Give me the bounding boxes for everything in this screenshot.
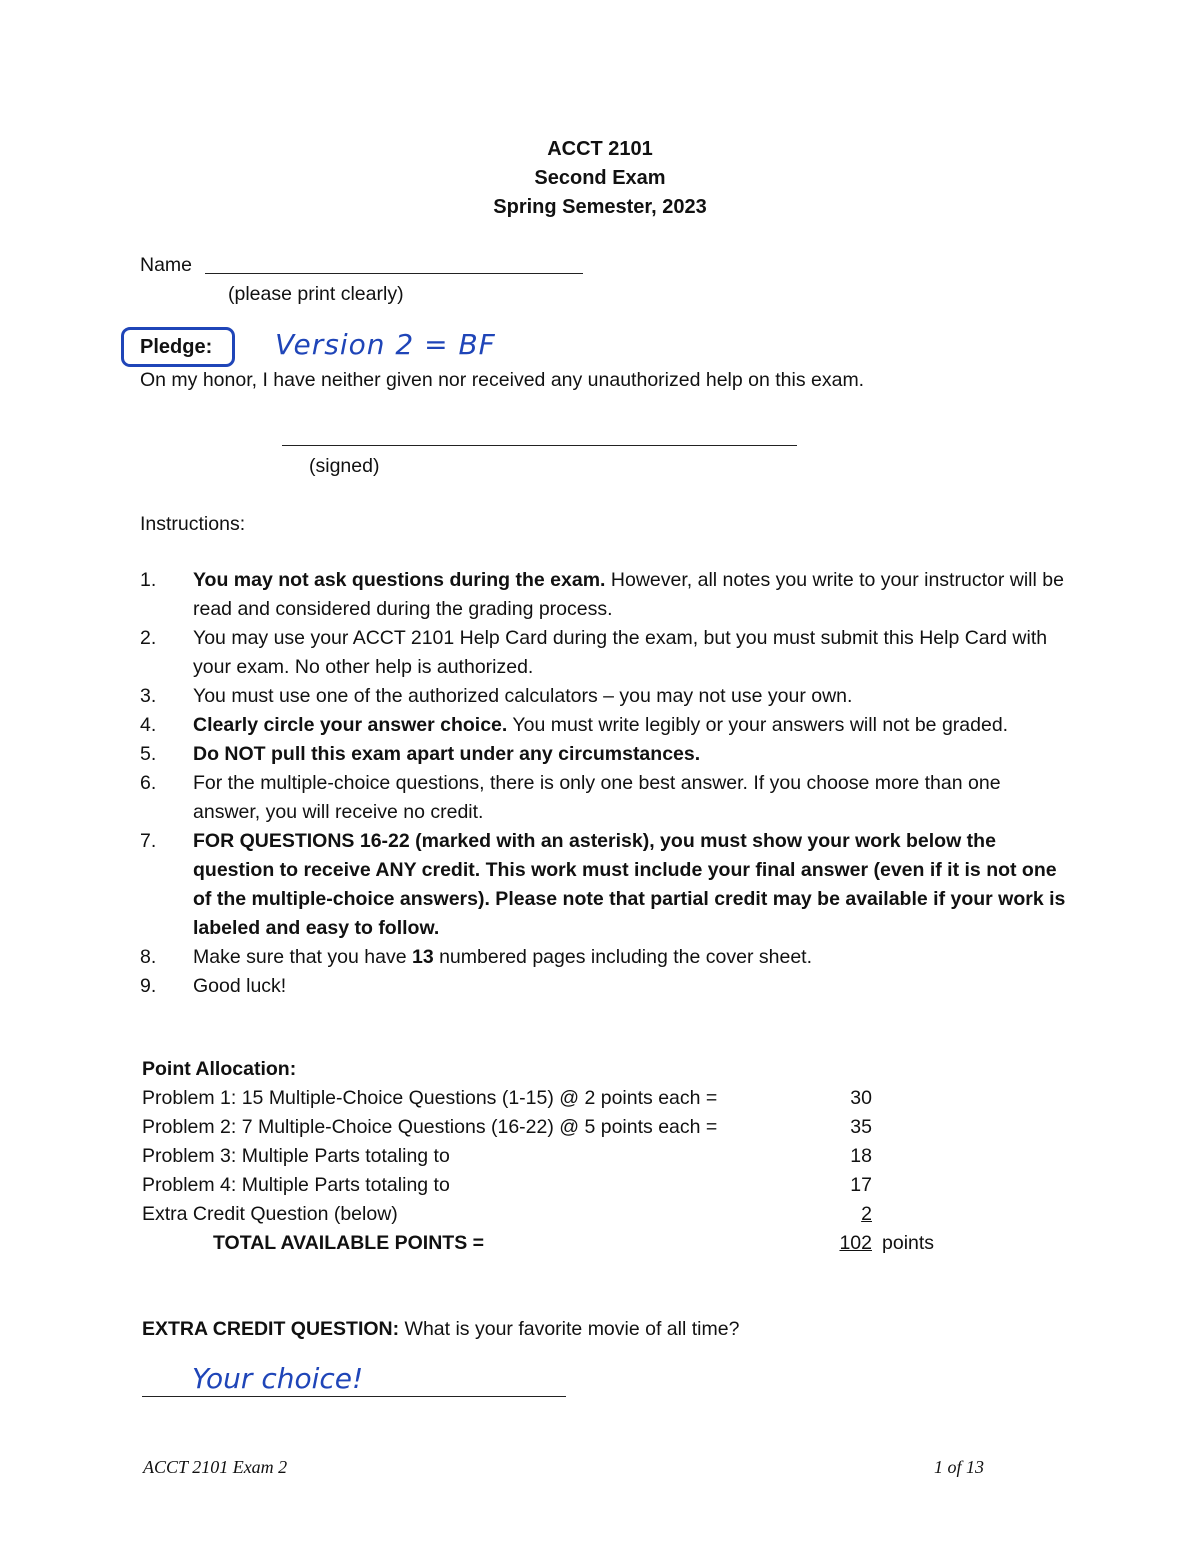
exam-title: Second Exam	[534, 167, 666, 189]
instructions-list	[140, 566, 1070, 1001]
points-row-value: 30	[850, 1087, 872, 1109]
instruction-item: 6. For the multiple-choice questions, there is only one best answer. If you choose more than one answer, you will receive no credit.	[140, 772, 1001, 823]
footer-exam-label: ACCT 2101 Exam 2	[143, 1457, 288, 1477]
name-label: Name	[140, 254, 193, 276]
extra-credit-label: EXTRA CREDIT QUESTION:	[142, 1318, 400, 1340]
instruction-item: 5. Do NOT pull this exam apart under any circumstances.	[140, 743, 701, 765]
instruction-item: 3. You must use one of the authorized calculators – you may not use your own.	[140, 685, 853, 707]
points-row-label: Problem 3: Multiple Parts totaling to	[142, 1145, 450, 1167]
instruction-item: 4. Clearly circle your answer choice. You must write legibly or your answers will not be graded.	[140, 714, 1009, 736]
points-row-label: Extra Credit Question (below)	[142, 1203, 398, 1225]
pledge-statement: On my honor, I have neither given nor received any unauthorized help on this exam.	[140, 369, 865, 391]
extra-credit-question: What is your favorite movie of all time?	[404, 1318, 740, 1340]
instructions-title: Instructions:	[140, 513, 246, 535]
total-points-label: TOTAL AVAILABLE POINTS =	[213, 1232, 485, 1254]
total-points-value: 102	[839, 1232, 872, 1254]
name-hint: (please print clearly)	[228, 283, 404, 305]
points-row-value: 17	[850, 1174, 872, 1196]
points-row-label: Problem 4: Multiple Parts totaling to	[142, 1174, 450, 1196]
instruction-item: 8. Make sure that you have 13 numbered pages including the cover sheet.	[140, 946, 812, 968]
instruction-item: 2. You may use your ACCT 2101 Help Card during the exam, but you must submit this Help Card with your exam. No other help is authorized.	[140, 627, 1048, 678]
extra-credit-prompt	[142, 1318, 739, 1341]
handwritten-answer: Your choice!	[192, 1362, 364, 1395]
points-row-label: Problem 1: 15 Multiple-Choice Questions (1-15) @ 2 points each =	[142, 1087, 718, 1109]
instruction-item: 9. Good luck!	[140, 975, 287, 997]
instruction-item: 1. You may not ask questions during the exam. However, all notes you write to your instructor will be read and considered during the grading process.	[140, 569, 1064, 620]
handwritten-version-note: Version 2 = BF	[275, 328, 496, 361]
answer-line[interactable]	[142, 1396, 566, 1397]
total-points-unit: points	[882, 1232, 935, 1254]
name-line[interactable]	[205, 273, 583, 274]
signature-hint: (signed)	[309, 455, 380, 477]
footer-page-number: 1 of 13	[934, 1457, 985, 1477]
points-row-value: 35	[850, 1116, 872, 1138]
points-row-value: 18	[850, 1145, 872, 1167]
points-row-value: 2	[861, 1203, 872, 1225]
points-row-label: Problem 2: 7 Multiple-Choice Questions (16-22) @ 5 points each =	[142, 1116, 718, 1138]
signature-line[interactable]	[282, 445, 797, 446]
points-title: Point Allocation:	[142, 1058, 297, 1080]
instruction-item: 7. FOR QUESTIONS 16-22 (marked with an asterisk), you must show your work below the question to receive ANY credit. This work must include your final answer (even if it is not one of the multiple-choice answers). Please note that partial credit may be available if your work is labeled and easy to follow.	[140, 830, 1066, 939]
semester-title: Spring Semester, 2023	[493, 196, 707, 218]
pledge-label: Pledge:	[140, 336, 213, 358]
course-title: ACCT 2101	[547, 138, 653, 160]
